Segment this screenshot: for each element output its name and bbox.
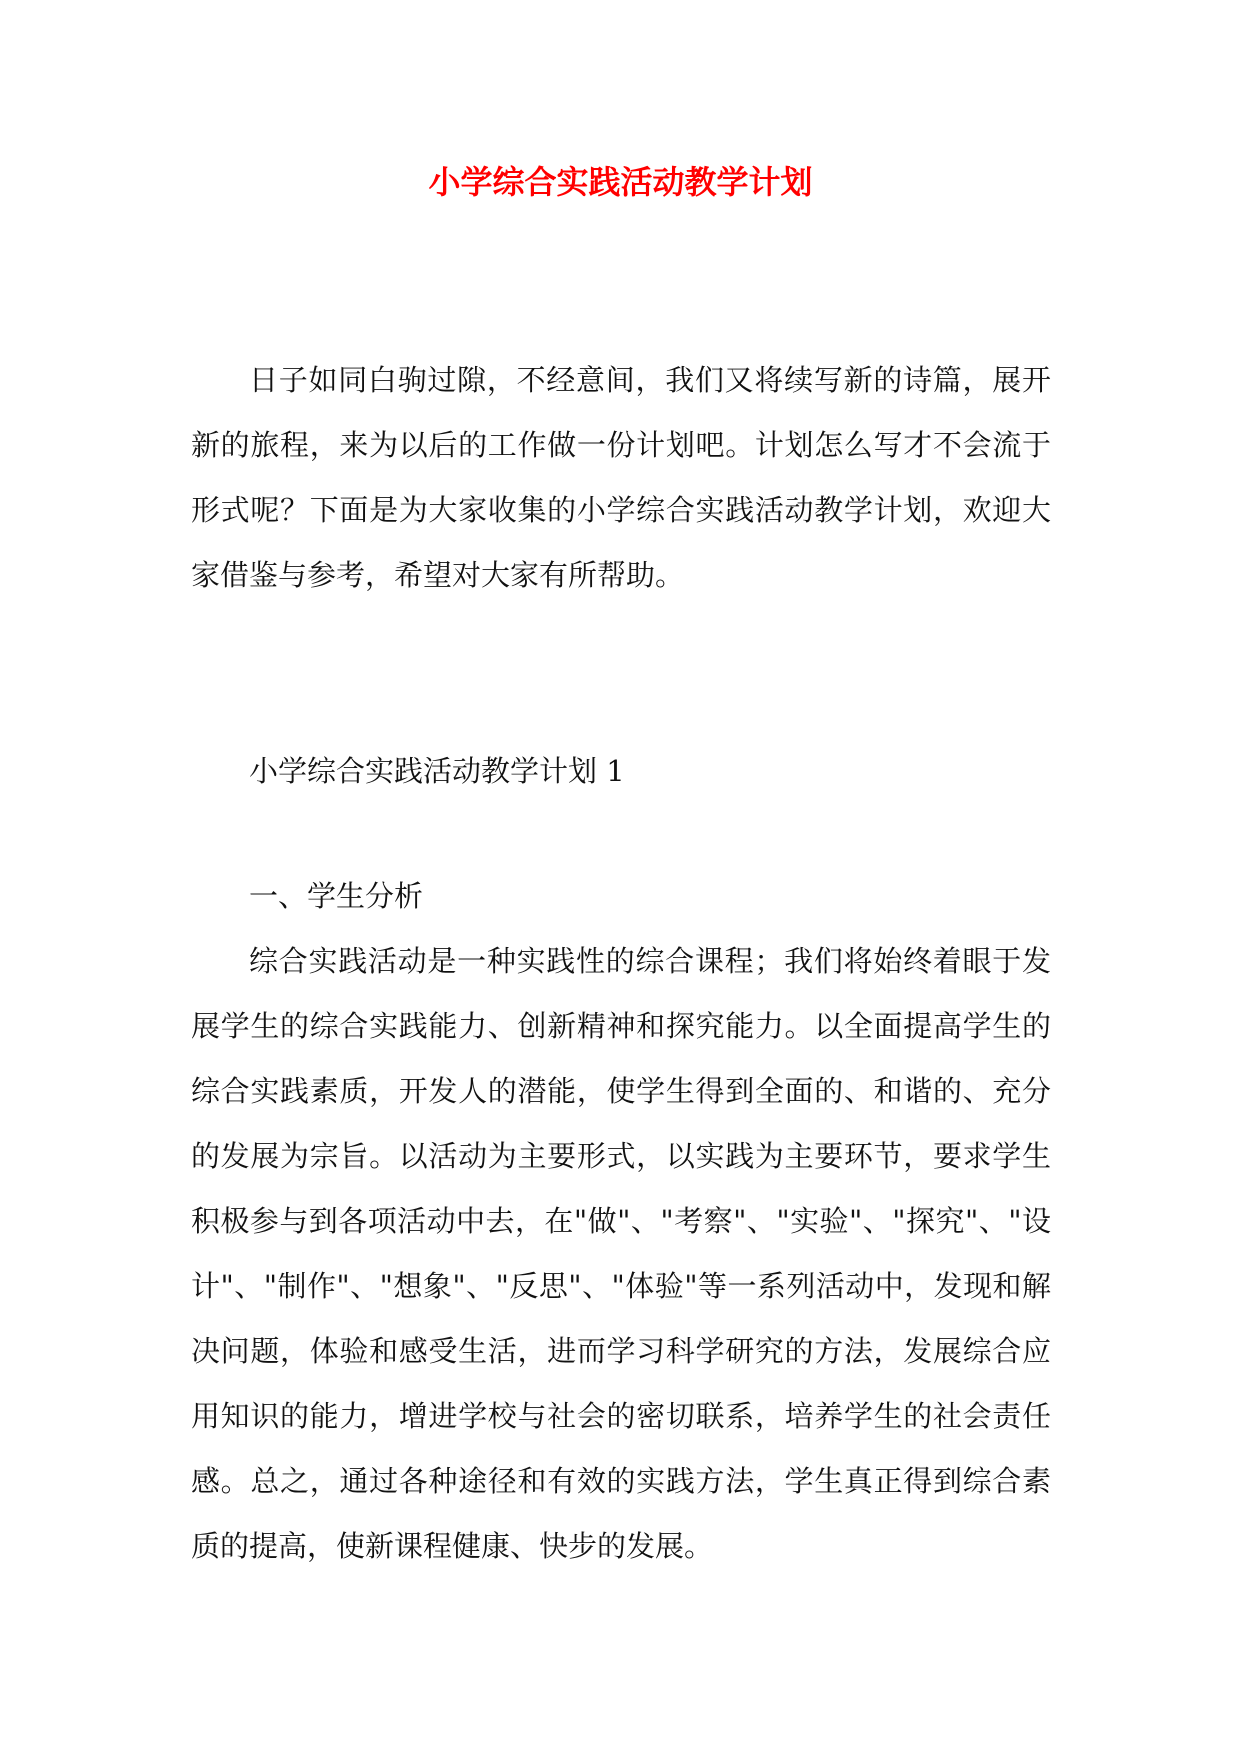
section-heading: 一、学生分析 <box>249 879 424 913</box>
intro-paragraph: 日子如同白驹过隙，不经意间，我们又将续写新的诗篇，展开新的旅程，来为以后的工作做一份计划吧。计划怎么写才不会流于形式呢？下面是为大家收集的小学综合实践活动教学计划，欢迎大家借鉴与参考，希望对大家有所帮助。 <box>191 363 1051 592</box>
body-paragraph: 综合实践活动是一种实践性的综合课程；我们将始终着眼于发展学生的综合实践能力、创新精神和探究能力。以全面提高学生的综合实践素质，开发人的潜能，使学生得到全面的、和谐的、充分的发展为宗旨。以活动为主要形式，以实践为主要环节，要求学生积极参与到各项活动中去，在"做"、"考察"、"实验"、"探究"、"设计"、"制作"、"想象"、"反思"、"体验"等一系列活动中，发现和解决问题，体验和感受生活，进而学习科学研究的方法，发展综合应用知识的能力，增进学校与社会的密切联系，培养学生的社会责任感。总之，通过各种途径和有效的实践方法，学生真正得到综合素质的提高，使新课程健康、快步的发展。 <box>191 944 1051 1563</box>
document-title: 小学综合实践活动教学计划 <box>428 163 813 201</box>
section-title: 小学综合实践活动教学计划 1 <box>249 754 625 788</box>
